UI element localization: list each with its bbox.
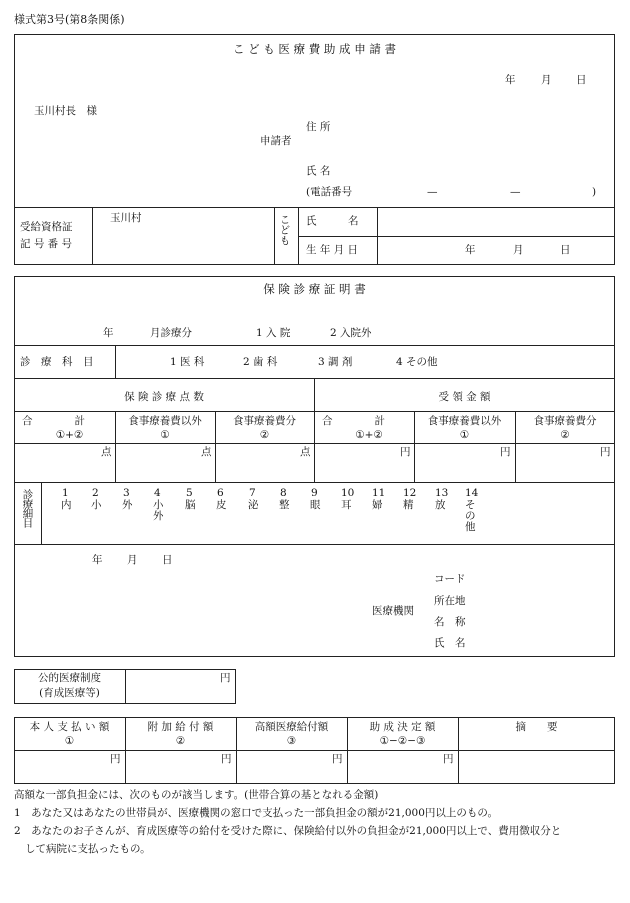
points-total-label: 合 計 (22, 415, 85, 427)
col-additional-sub: ② (175, 735, 186, 747)
detail-name-6: 皮 (216, 499, 227, 511)
detail-number-7: 7 (249, 487, 256, 499)
phone-open: (電話番号 (306, 186, 353, 198)
cert-label-1: 受給資格証 (20, 221, 73, 233)
bottom-unit-1: 円 (110, 753, 121, 765)
dept-dental: 2 歯 科 (243, 356, 278, 368)
public-label-1: 公的医療制度 (38, 672, 101, 684)
detail-number-8: 8 (280, 487, 287, 499)
date-day: 日 (576, 74, 587, 86)
cert-year: 年 (103, 327, 114, 339)
certificate-title: 保 険 診 療 証 明 書 (263, 282, 366, 296)
detail-number-2: 2 (92, 487, 99, 499)
detail-number-5: 5 (186, 487, 193, 499)
bottom-unit-4: 円 (443, 753, 454, 765)
detail-name-13: 放 (435, 499, 446, 511)
address-label: 住 所 (306, 121, 331, 133)
date-month: 月 (541, 74, 552, 86)
public-unit: 円 (220, 672, 231, 684)
applicant-label: 申請者 (260, 135, 292, 147)
date-year: 年 (505, 74, 516, 86)
form-number: 様式第3号(第8条関係) (14, 13, 125, 26)
detail-number-13: 13 (435, 487, 449, 499)
cert-value: 玉川村 (110, 212, 142, 224)
detail-name-12: 精 (403, 499, 414, 511)
detail-name-4: 小 外 (153, 499, 164, 522)
detail-number-4: 4 (154, 487, 161, 499)
institution-label: 医療機関 (372, 605, 414, 617)
notes-intro: 高額な一部負担金には、次のものが該当します。(世帯合算の基となれる金額) (14, 789, 379, 801)
bottom-unit-2: 円 (221, 753, 232, 765)
public-label-2: (育成医療等) (39, 687, 100, 699)
bottom-unit-3: 円 (332, 753, 343, 765)
points-other-sub: ① (160, 429, 170, 441)
unit-point-2: 点 (201, 446, 212, 458)
amount-other-label: 食事療養費以外 (427, 415, 502, 427)
points-total-sub: ①+② (55, 429, 84, 441)
name-label: 氏 名 (306, 165, 331, 177)
detail-number-10: 10 (341, 487, 355, 499)
detail-label: 診療細目 (21, 489, 34, 527)
detail-name-5: 脳 (185, 499, 196, 511)
col-subsidy-sub: ①−②−③ (379, 735, 426, 747)
option-outpatient: 2 入院外 (330, 327, 372, 339)
issue-month: 月 (127, 554, 138, 566)
col-self-pay-sub: ① (64, 735, 75, 747)
issue-day: 日 (162, 554, 173, 566)
birth-day: 日 (560, 244, 571, 256)
detail-name-14: そ の 他 (465, 499, 476, 533)
col-subsidy: 助 成 決 定 額 (369, 721, 436, 733)
birth-month: 月 (513, 244, 524, 256)
points-header: 保 険 診 療 点 数 (124, 391, 204, 403)
inst-address-label: 所在地 (434, 595, 466, 607)
phone-close: ) (592, 186, 597, 198)
child-label: こども (278, 214, 291, 246)
detail-number-1: 1 (62, 487, 69, 499)
detail-name-3: 外 (122, 499, 133, 511)
dept-medical: 1 医 科 (170, 356, 205, 368)
col-high-cost: 高額医療給付額 (254, 721, 329, 733)
detail-number-11: 11 (372, 487, 386, 499)
note-1: 1 あなた又はあなたの世帯員が、医療機関の窓口で支払った一部負担金の額が21,000円以上のもの。 (14, 807, 498, 819)
col-self-pay: 本 人 支 払 い 額 (29, 721, 110, 733)
amount-meal-label: 食事療養費分 (533, 415, 597, 427)
amount-other-sub: ① (459, 429, 470, 441)
col-high-cost-sub: ③ (286, 735, 297, 747)
dept-label: 診 療 科 目 (20, 356, 94, 368)
detail-number-14: 14 (465, 487, 479, 499)
addressee: 玉川村長 様 (34, 105, 97, 117)
unit-point-1: 点 (101, 446, 112, 458)
amount-header: 受 領 金 額 (438, 391, 491, 403)
points-meal-label: 食事療養費分 (233, 415, 296, 427)
amount-total-label: 合 計 (322, 415, 385, 427)
amount-total-sub: ①+② (355, 429, 383, 441)
detail-number-3: 3 (123, 487, 130, 499)
unit-yen-3: 円 (600, 446, 611, 458)
cert-month: 月診療分 (150, 327, 192, 339)
application-title: こ ど も 医 療 費 助 成 申 請 書 (232, 42, 397, 56)
detail-name-9: 眼 (310, 499, 321, 511)
phone-dash-1: — (427, 186, 438, 198)
note-2-line-2: して病院に支払ったもの。 (25, 843, 151, 855)
phone-dash-2: — (510, 186, 521, 198)
unit-yen-2: 円 (500, 446, 511, 458)
child-birth-label: 生 年 月 日 (306, 244, 359, 256)
col-additional: 附 加 給 付 額 (147, 721, 214, 733)
birth-year: 年 (465, 244, 476, 256)
points-other-label: 食事療養費以外 (128, 415, 202, 427)
detail-name-2: 小 (91, 499, 102, 511)
child-name-label: 氏 名 (306, 215, 359, 227)
note-2-line-1: 2 あなたのお子さんが、育成医療等の給付を受けた際に、保険給付以外の負担金が21,000円以上で、費用徴収分と (14, 825, 562, 837)
detail-number-12: 12 (403, 487, 417, 499)
option-inpatient: 1 入 院 (256, 327, 291, 339)
detail-name-1: 内 (61, 499, 72, 511)
detail-name-10: 耳 (341, 499, 352, 511)
col-remarks: 摘 要 (515, 721, 558, 733)
points-meal-sub: ② (259, 429, 270, 441)
inst-name-label: 名 称 (434, 616, 466, 628)
application-box (14, 34, 615, 265)
cert-label-2: 記 号 番 号 (20, 238, 73, 250)
detail-name-8: 整 (279, 499, 290, 511)
inst-code-label: コード (434, 573, 466, 585)
unit-yen-1: 円 (400, 446, 411, 458)
detail-name-11: 婦 (372, 499, 383, 511)
dept-other: 4 その他 (396, 356, 438, 368)
unit-point-3: 点 (300, 446, 311, 458)
amount-meal-sub: ② (560, 429, 570, 441)
detail-number-6: 6 (217, 487, 224, 499)
inst-person-label: 氏 名 (434, 637, 466, 649)
detail-name-7: 泌 (248, 499, 259, 511)
dept-pharmacy: 3 調 剤 (318, 356, 353, 368)
detail-number-9: 9 (311, 487, 318, 499)
issue-year: 年 (92, 554, 103, 566)
